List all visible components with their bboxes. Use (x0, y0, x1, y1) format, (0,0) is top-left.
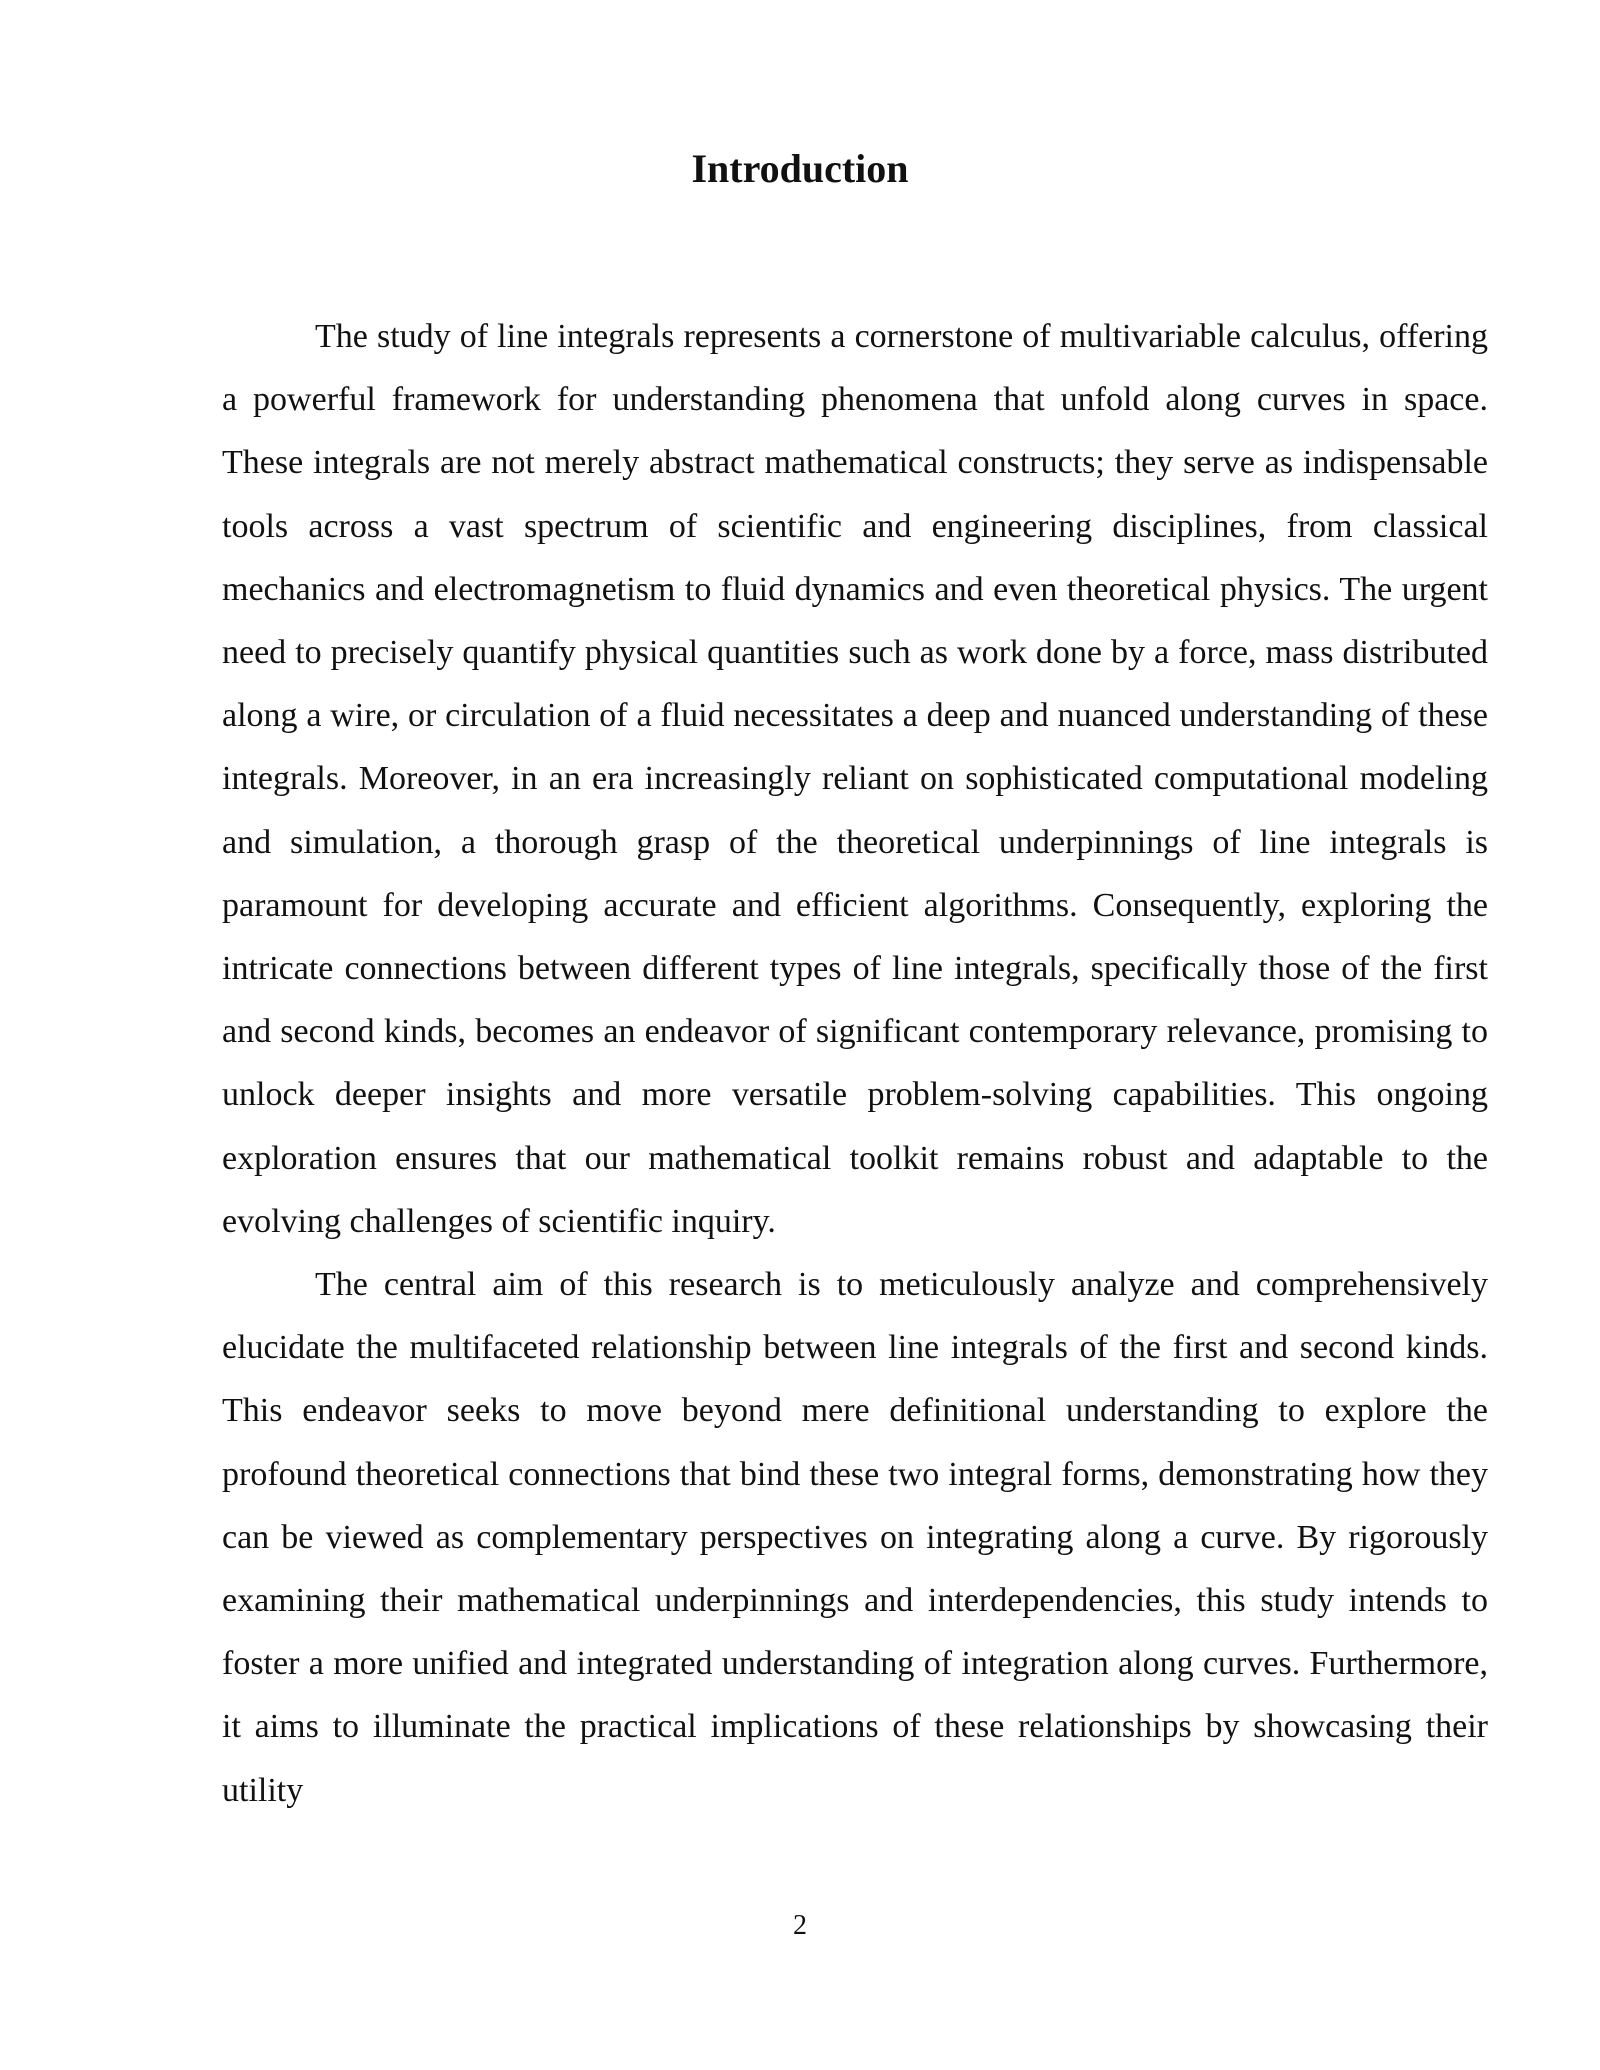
paragraph-2: The central aim of this research is to meticulously analyze and comprehensively elucidate the multifaceted relationship between line integrals of the first and second kinds. This endeavor seeks to move beyond mere definitional understanding to explore the profound theoretical connections that bind these two integral forms, demonstrating how they can be viewed as complementary perspectives on integrating along a curve. By rigorously examining their mathematical underpinnings and interdependencies, this study intends to foster a more unified and integrated understanding of integration along curves. Furthermore, it aims to illuminate the practical implications of these relationships by showcasing their utility (222, 1266, 1488, 1809)
paragraph-1: The study of line integrals represents a cornerstone of multivariable calculus, offering a powerful framework for understanding phenomena that unfold along curves in space. These integrals are not merely abstract mathematical constructs; they serve as indispensable tools across a vast spectrum of scientific and engineering disciplines, from classical mechanics and electromagnetism to fluid dynamics and even theoretical physics. The urgent need to precisely quantify physical quantities such as work done by a force, mass distributed along a wire, or circulation of a fluid necessitates a deep and nuanced understanding of these integrals. Moreover, in an era increasingly reliant on sophisticated computational modeling and simulation, a thorough grasp of the theoretical underpinnings of line integrals is paramount for developing accurate and efficient algorithms. Consequently, exploring the intricate connections between different types of line integrals, specifically those of the first and second kinds, becomes an endeavor of significant contemporary relevance, promising to unlock deeper insights and more versatile problem-solving capabilities. This ongoing exploration ensures that our mathematical toolkit remains robust and adaptable to the evolving challenges of scientific inquiry. (222, 318, 1488, 1240)
page-title: Introduction (691, 146, 909, 191)
page-number: 2 (793, 1910, 807, 1941)
body-text (222, 305, 1488, 1822)
